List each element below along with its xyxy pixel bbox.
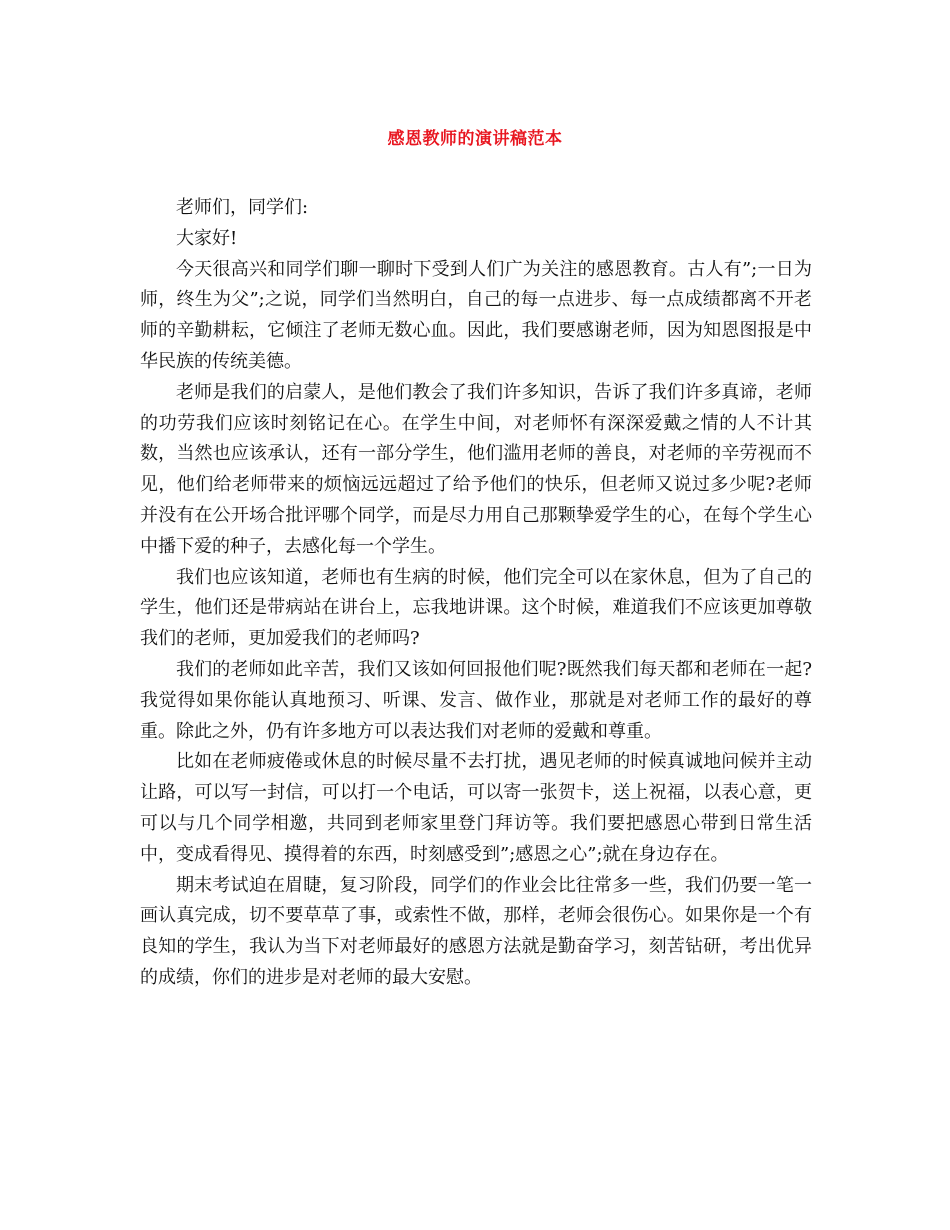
document-body [140,193,812,994]
paragraph-teacher-illness: 我们也应该知道，老师也有生病的时候，他们完全可以在家休息，但为了自己的学生，他们还是带病站在讲台上，忘我地讲课。这个时候，难道我们不应该更加尊敬我们的老师，更加爱我们的老师吗? [140,566,812,650]
paragraph-intro: 今天很高兴和同学们聊一聊时下受到人们广为关注的感恩教育。古人有”;一日为师，终生为父”;之说，同学们当然明白，自己的每一点进步、每一点成绩都离不开老师的辛勤耕耘，它倾注了老师无数心血。因此，我们要感谢老师，因为知恩图报是中华民族的传统美德。 [140,258,812,372]
document-title: 感恩教师的演讲稿范本 [387,129,563,149]
paragraph-teacher-role: 老师是我们的启蒙人，是他们教会了我们许多知识，告诉了我们许多真谛，老师的功劳我们应该时刻铭记在心。在学生中间，对老师怀有深深爱戴之情的人不计其数，当然也应该承认，还有一部分学生，他们滥用老师的善良，对老师的辛劳视而不见，他们给老师带来的烦恼远远超过了给予他们的快乐，但老师又说过多少呢?老师并没有在公开场合批评哪个同学，而是尽力用自己那颗挚爱学生的心，在每个学生心中播下爱的种子，去感化每一个学生。 [140,381,812,557]
paragraph-greeting: 大家好! [176,227,238,249]
paragraph-examples: 比如在老师疲倦或休息的时候尽量不去打扰，遇见老师的时候真诚地问候并主动让路，可以写一封信，可以打一个电话，可以寄一张贺卡，送上祝福，以表心意，更可以与几个同学相邀，共同到老师家里登门拜访等。我们要把感恩心带到日常生活中，变成看得见、摸得着的东西，时刻感受到”;感恩之心”;就在身边存在。 [140,751,812,865]
paragraph-repay: 我们的老师如此辛苦，我们又该如何回报他们呢?既然我们每天都和老师在一起?我觉得如果你能认真地预习、听课、发言、做作业，那就是对老师工作的最好的尊重。除此之外，仍有许多地方可以表达我们对老师的爱戴和尊重。 [140,658,812,742]
paragraph-salutation: 老师们，同学们: [176,197,309,218]
paragraph-exams: 期末考试迫在眉睫，复习阶段，同学们的作业会比往常多一些，我们仍要一笔一画认真完成，切不要草草了事，或索性不做，那样，老师会很伤心。如果你是一个有良知的学生，我认为当下对老师最好的感恩方法就是勤奋学习，刻苦钻研，考出优异的成绩，你们的进步是对老师的最大安慰。 [140,874,812,988]
